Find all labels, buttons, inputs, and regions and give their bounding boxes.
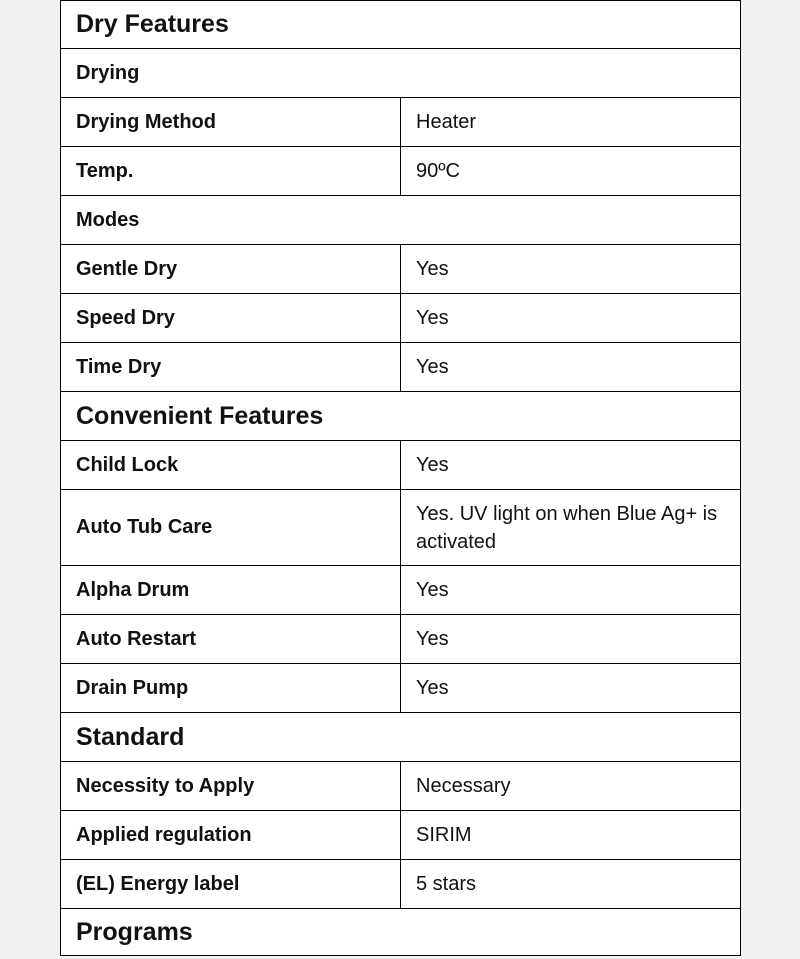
spec-row (61, 615, 740, 664)
spec-row (61, 490, 740, 566)
spec-label: Time Dry (61, 343, 401, 391)
spec-label: Auto Tub Care (61, 490, 401, 565)
spec-value: Yes (416, 454, 449, 476)
spec-label: Auto Restart (61, 615, 401, 663)
spec-value: Yes (416, 356, 449, 378)
spec-value: Yes (416, 677, 449, 699)
spec-value: Yes (416, 307, 449, 329)
spec-label: Child Lock (61, 441, 401, 489)
spec-row (61, 762, 740, 811)
spec-value: Necessary (416, 775, 511, 797)
spec-row (61, 441, 740, 490)
spec-row (61, 664, 740, 713)
spec-value: Heater (416, 111, 477, 133)
spec-label: (EL) Energy label (61, 860, 401, 908)
spec-label: Drain Pump (61, 664, 401, 712)
spec-value: Yes (416, 258, 449, 280)
spec-label: Applied regulation (61, 811, 401, 859)
spec-value: SIRIM (416, 824, 472, 846)
section-header-row (61, 909, 740, 956)
spec-value: 90ºC (416, 160, 460, 182)
section-title: Programs (76, 917, 193, 946)
spec-label: Speed Dry (61, 294, 401, 342)
spec-label: Gentle Dry (61, 245, 401, 293)
section-title: Standard (76, 722, 185, 751)
spec-row (61, 98, 740, 147)
section-header-row (61, 392, 740, 441)
spec-row (61, 860, 740, 909)
spec-label: Necessity to Apply (61, 762, 401, 810)
section-header-row (61, 713, 740, 762)
spec-label: Alpha Drum (61, 566, 401, 614)
spec-row (61, 147, 740, 196)
spec-label: Temp. (61, 147, 401, 195)
group-header-row (61, 196, 740, 245)
spec-row (61, 294, 740, 343)
section-title: Dry Features (76, 10, 229, 38)
spec-row (61, 245, 740, 294)
spec-row (61, 566, 740, 615)
group-header-row (61, 49, 740, 98)
group-title: Drying (76, 61, 140, 84)
spec-label: Drying Method (61, 98, 401, 146)
section-title: Convenient Features (76, 401, 324, 430)
spec-row (61, 811, 740, 860)
spec-value: 5 stars (416, 873, 477, 895)
spec-value: Yes (416, 579, 449, 601)
section-header-row (61, 0, 740, 49)
spec-value: Yes. UV light on when Blue Ag+ is activated (416, 502, 718, 553)
spec-row (61, 343, 740, 392)
group-title: Modes (76, 208, 140, 231)
spec-value: Yes (416, 628, 449, 650)
spec-table (60, 0, 741, 956)
